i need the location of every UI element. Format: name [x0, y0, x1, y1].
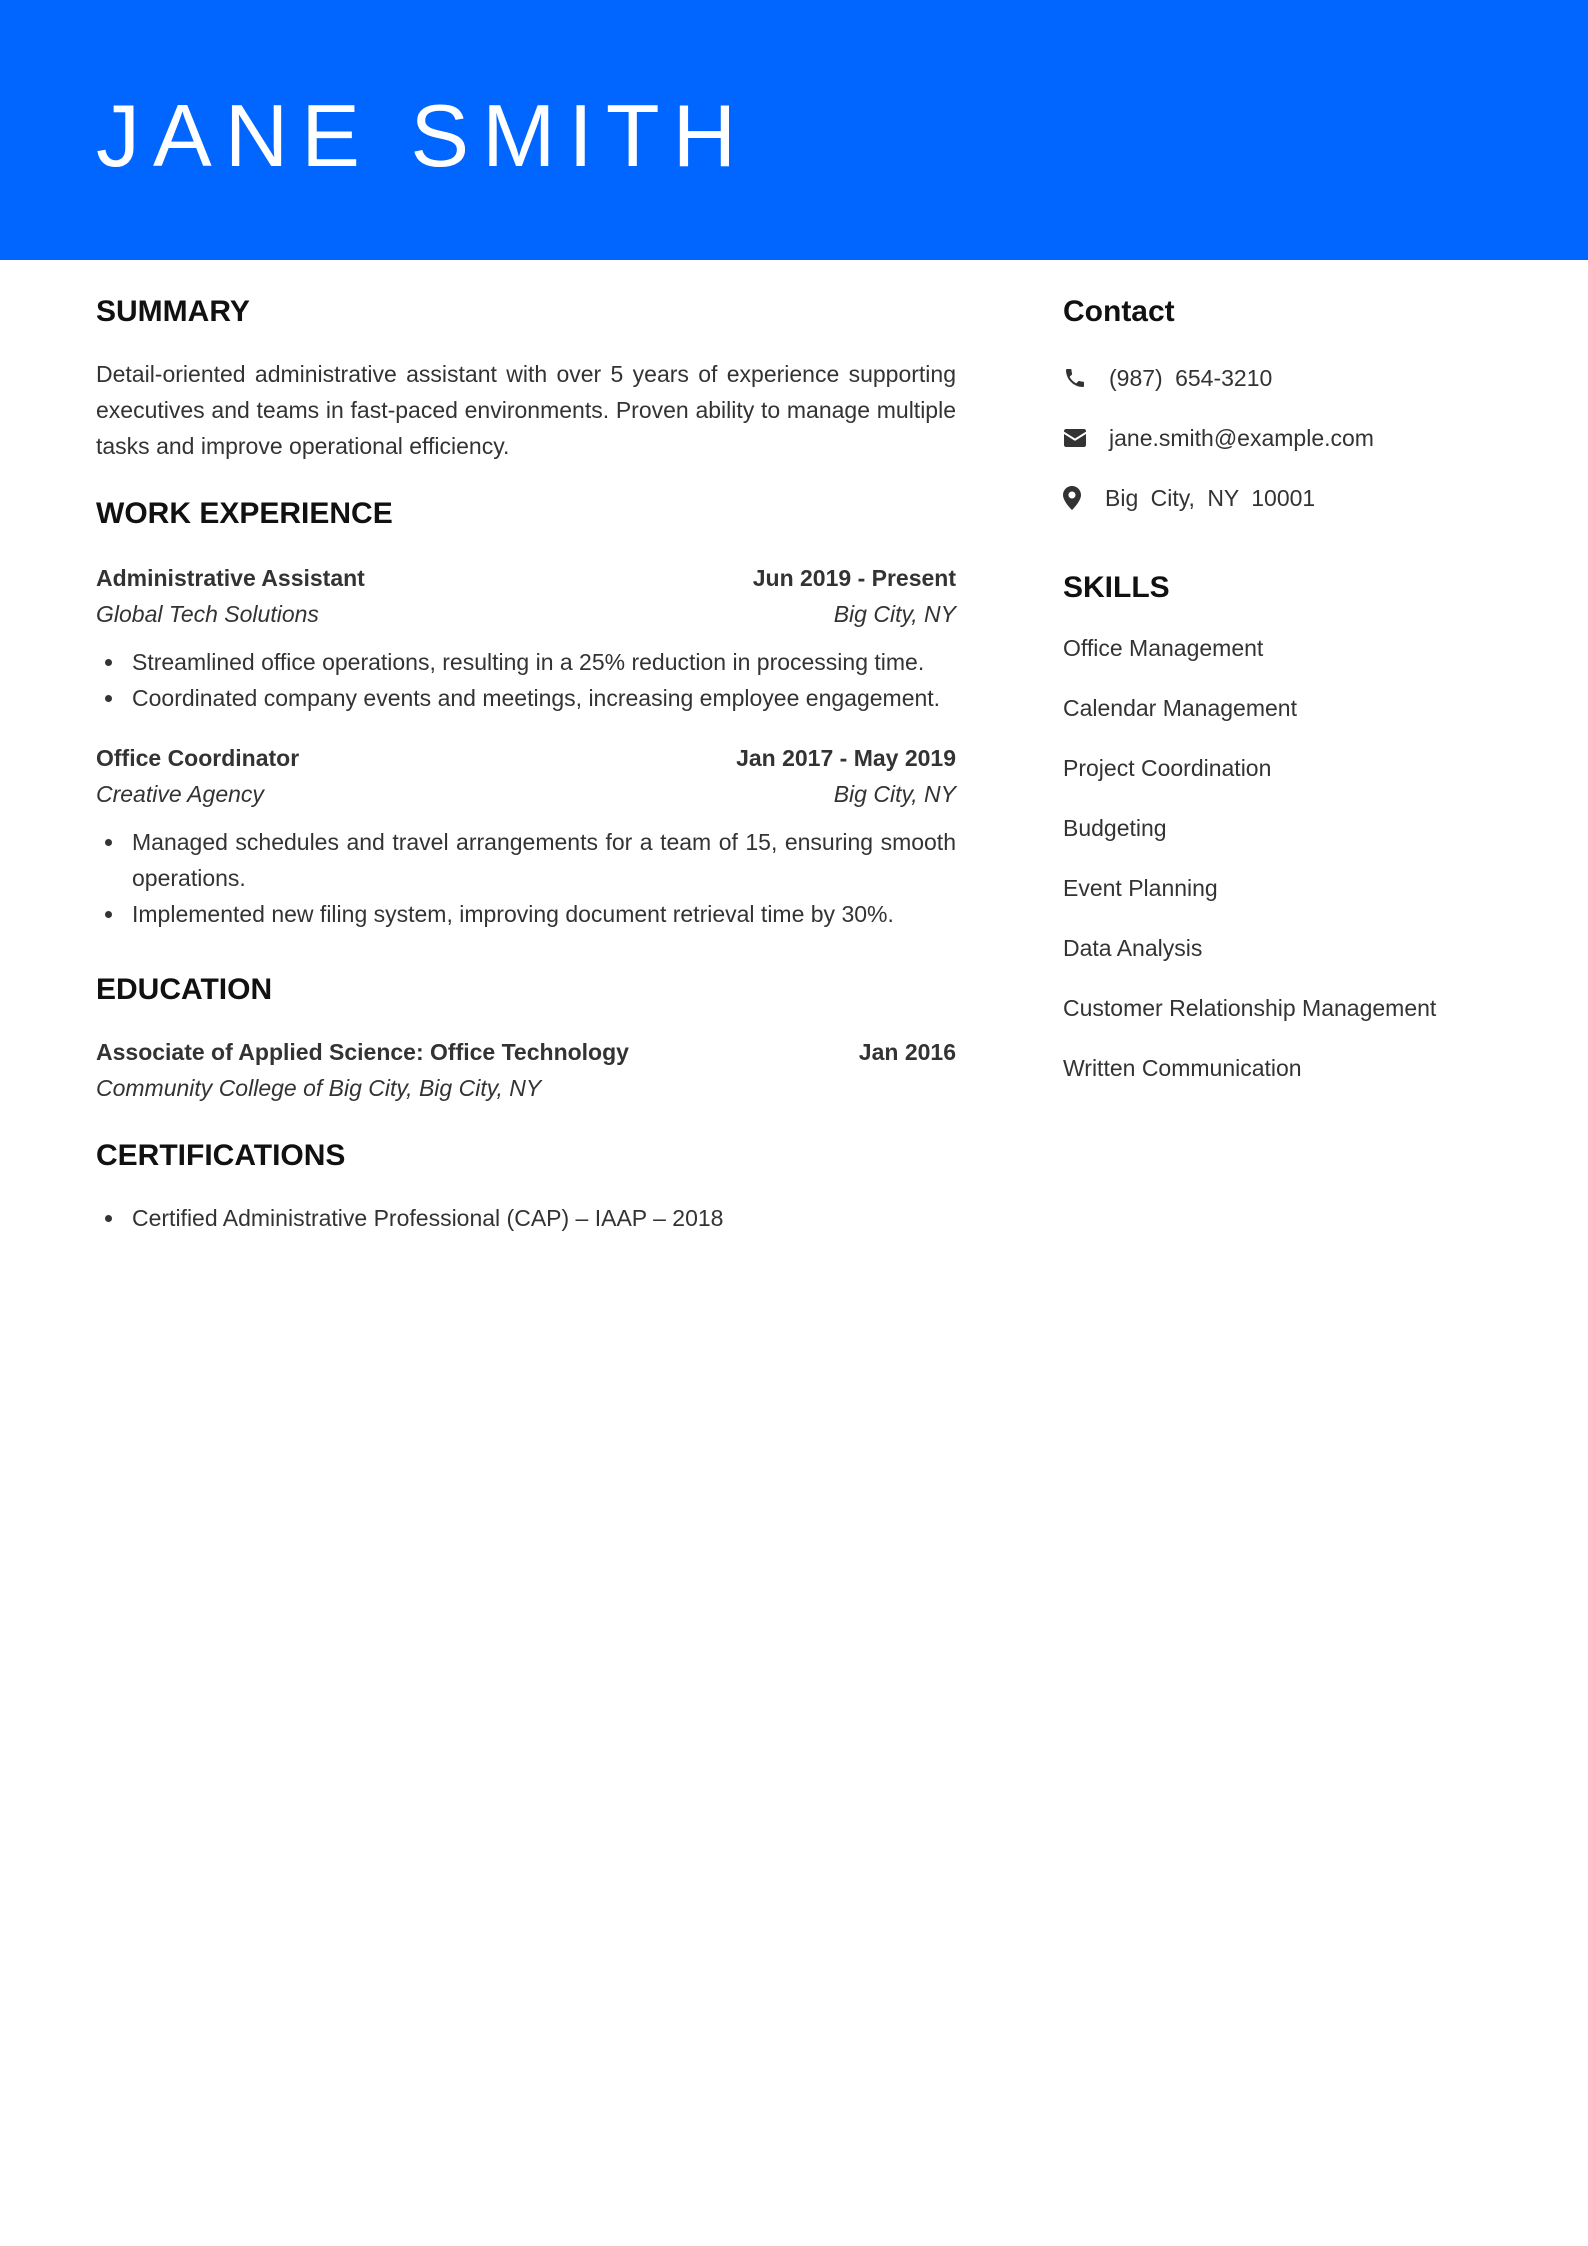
skills-list	[1063, 630, 1533, 1086]
main-column	[96, 292, 956, 1236]
skill-item: Data Analysis	[1063, 935, 1203, 961]
education-section	[96, 970, 956, 1106]
job-title: Administrative Assistant	[96, 565, 365, 591]
degree-name: Associate of Applied Science: Office Technology	[96, 1039, 629, 1065]
candidate-name: JANE SMITH	[96, 86, 750, 185]
envelope-icon	[1063, 425, 1089, 451]
certifications-heading: CERTIFICATIONS	[96, 1139, 346, 1172]
job-dates: Jun 2019 - Present	[752, 565, 956, 591]
job-bullet: Managed schedules and travel arrangements for a team of 15, ensuring smooth operations.	[96, 824, 956, 896]
contact-section	[1063, 292, 1533, 516]
summary-heading: SUMMARY	[96, 295, 250, 328]
map-marker-icon	[1063, 485, 1085, 511]
skill-item: Project Coordination	[1063, 755, 1272, 781]
education-heading: EDUCATION	[96, 973, 273, 1006]
work-experience-section	[96, 494, 956, 932]
job-location: Big City, NY	[833, 601, 956, 627]
certification-list	[96, 1200, 956, 1236]
phone-icon	[1063, 365, 1089, 391]
header-banner	[0, 0, 1588, 260]
skills-section	[1063, 568, 1533, 1086]
job-entry	[96, 560, 956, 716]
job-location: Big City, NY	[833, 781, 956, 807]
certification-item: Certified Administrative Professional (CAP) – IAAP – 2018	[96, 1200, 956, 1236]
job-bullets	[96, 824, 956, 932]
job-company-row	[96, 596, 956, 632]
contact-email-text[interactable]: jane.smith@example.com	[1109, 424, 1374, 451]
job-entry	[96, 740, 956, 932]
job-company-row	[96, 776, 956, 812]
job-bullet: Implemented new filing system, improving document retrieval time by 30%.	[96, 896, 956, 932]
job-title-row	[96, 560, 956, 596]
summary-text: Detail-oriented administrative assistant with over 5 years of experience supporting executives and teams in fast-paced environments. Proven ability to manage multiple tasks and improve operational efficiency.	[96, 361, 956, 459]
contact-heading: Contact	[1063, 295, 1175, 328]
contact-location	[1063, 480, 1533, 516]
contact-location-text: Big City, NY 10001	[1105, 484, 1316, 511]
certifications-section	[96, 1136, 956, 1236]
skill-item: Event Planning	[1063, 875, 1218, 901]
skill-item: Customer Relationship Management	[1063, 995, 1437, 1021]
school-name: Community College of Big City, Big City, NY	[96, 1075, 542, 1101]
contact-phone-text[interactable]: (987) 654-3210	[1109, 364, 1273, 391]
work-experience-heading: WORK EXPERIENCE	[96, 497, 393, 530]
job-title-row	[96, 740, 956, 776]
skill-item: Office Management	[1063, 635, 1264, 661]
job-company: Creative Agency	[96, 781, 264, 807]
job-bullets	[96, 644, 956, 716]
skills-heading: SKILLS	[1063, 571, 1170, 604]
contact-list	[1063, 360, 1533, 516]
job-company: Global Tech Solutions	[96, 601, 319, 627]
degree-date: Jan 2016	[858, 1039, 956, 1065]
job-title: Office Coordinator	[96, 745, 300, 771]
skill-item: Calendar Management	[1063, 695, 1297, 721]
contact-phone	[1063, 360, 1533, 396]
school-row	[96, 1070, 956, 1106]
sidebar-column	[1063, 292, 1533, 1110]
contact-email	[1063, 420, 1533, 456]
degree-row	[96, 1034, 956, 1070]
job-bullet: Streamlined office operations, resulting in a 25% reduction in processing time.	[96, 644, 956, 680]
summary-section	[96, 292, 956, 464]
job-dates: Jan 2017 - May 2019	[736, 745, 956, 771]
job-bullet: Coordinated company events and meetings, increasing employee engagement.	[96, 680, 956, 716]
skill-item: Written Communication	[1063, 1055, 1302, 1081]
skill-item: Budgeting	[1063, 815, 1167, 841]
